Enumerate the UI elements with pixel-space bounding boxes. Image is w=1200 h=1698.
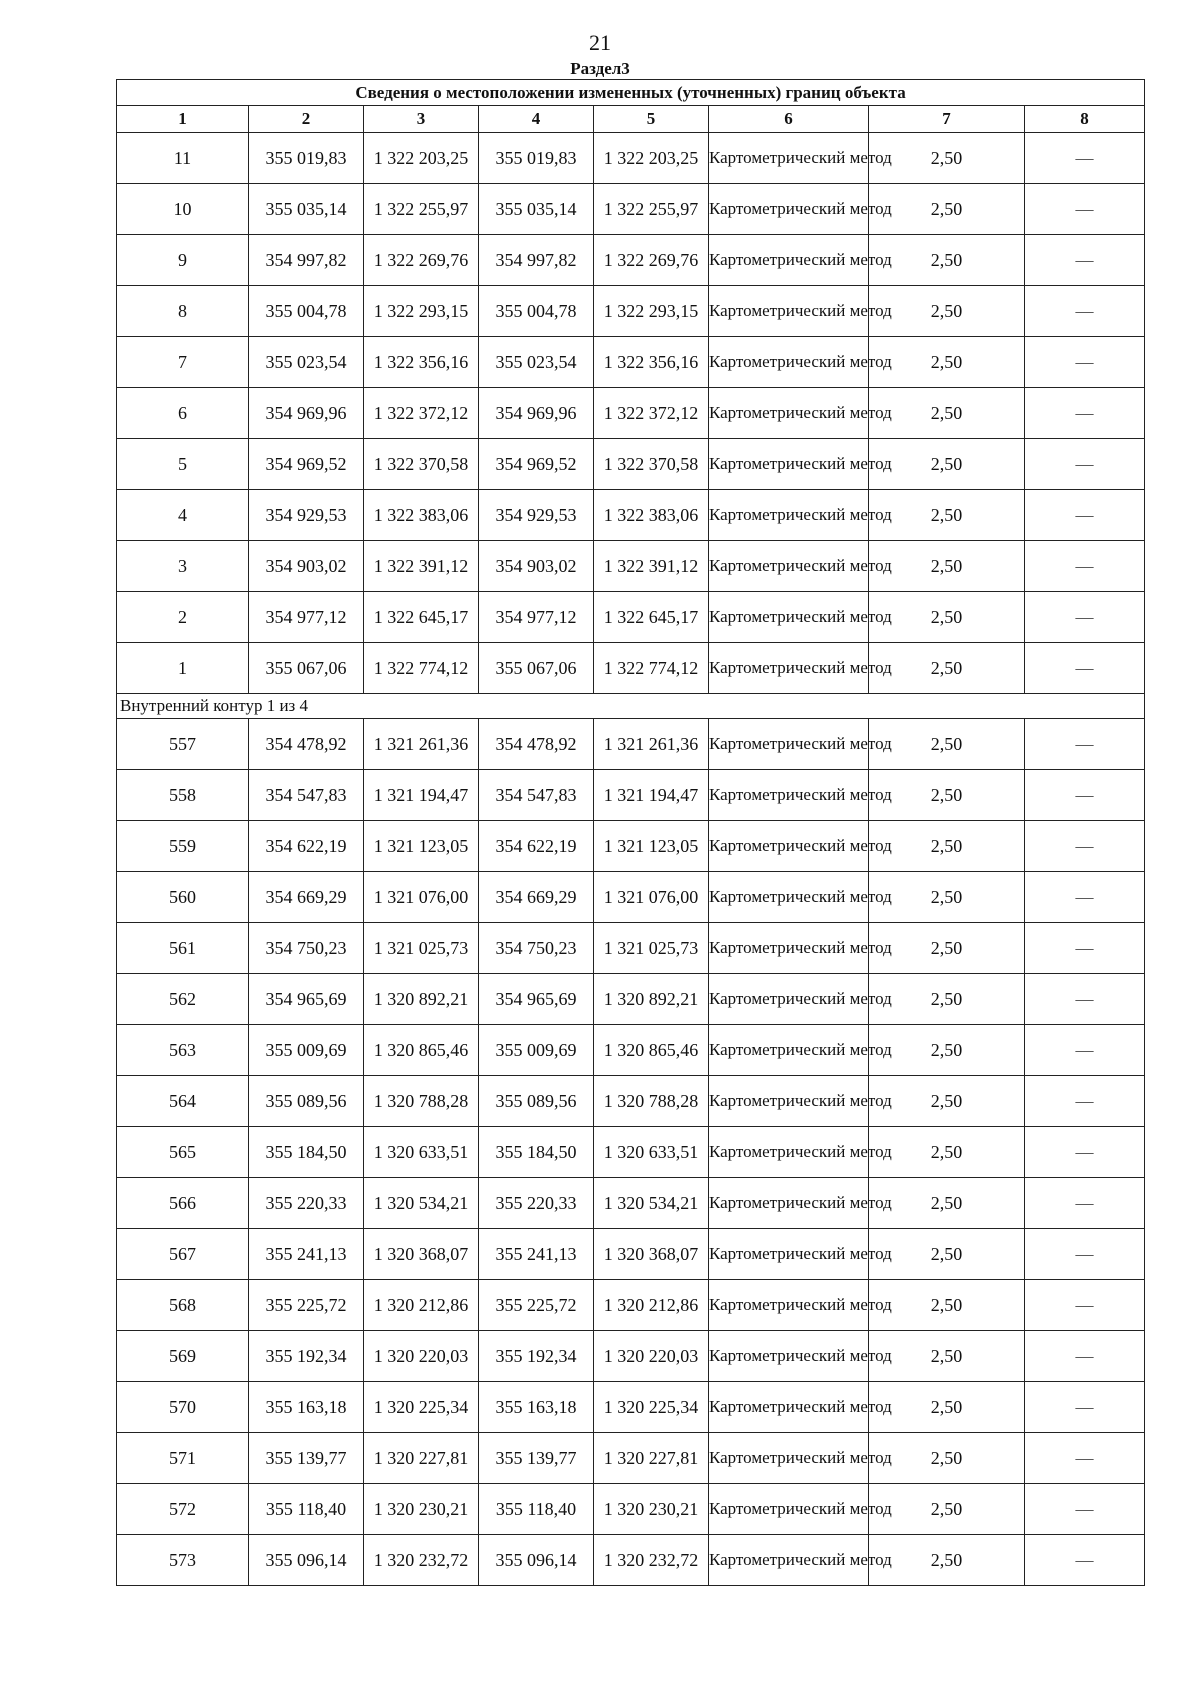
cell-y-new: 1 320 534,21	[594, 1178, 709, 1229]
cell-method: Картометрический метод	[709, 1076, 869, 1127]
cell-y-new: 1 321 194,47	[594, 770, 709, 821]
column-number: 7	[869, 106, 1025, 133]
cell-y-new: 1 321 025,73	[594, 923, 709, 974]
table-row	[117, 1076, 1145, 1127]
cell-x-old: 355 241,13	[249, 1229, 364, 1280]
cell-y-old: 1 320 534,21	[364, 1178, 479, 1229]
cell-point-number: 572	[117, 1484, 249, 1535]
page-number: 21	[589, 30, 611, 55]
cell-method: Картометрический метод	[709, 1229, 869, 1280]
cell-y-new: 1 322 293,15	[594, 286, 709, 337]
cell-y-old: 1 320 788,28	[364, 1076, 479, 1127]
cell-x-old: 355 096,14	[249, 1535, 364, 1586]
cell-x-old: 355 220,33	[249, 1178, 364, 1229]
cell-x-new: 354 669,29	[479, 872, 594, 923]
cell-point-number: 568	[117, 1280, 249, 1331]
column-number: 1	[117, 106, 249, 133]
table-row	[117, 1229, 1145, 1280]
cell-y-old: 1 322 356,16	[364, 337, 479, 388]
cell-method: Картометрический метод	[709, 133, 869, 184]
cell-description: —	[1025, 1280, 1145, 1331]
table-row	[117, 1178, 1145, 1229]
contour-label: Внутренний контур 1 из 4	[117, 694, 1145, 719]
cell-description: —	[1025, 439, 1145, 490]
cell-method: Картометрический метод	[709, 872, 869, 923]
column-number: 6	[709, 106, 869, 133]
cell-accuracy: 2,50	[869, 1382, 1025, 1433]
cell-accuracy: 2,50	[869, 1127, 1025, 1178]
cell-x-old: 354 903,02	[249, 541, 364, 592]
cell-x-old: 355 163,18	[249, 1382, 364, 1433]
cell-description: —	[1025, 872, 1145, 923]
table-row	[117, 643, 1145, 694]
cell-x-old: 354 622,19	[249, 821, 364, 872]
cell-y-old: 1 320 227,81	[364, 1433, 479, 1484]
cell-x-new: 355 096,14	[479, 1535, 594, 1586]
cell-x-old: 354 965,69	[249, 974, 364, 1025]
cell-accuracy: 2,50	[869, 872, 1025, 923]
cell-description: —	[1025, 286, 1145, 337]
cell-point-number: 566	[117, 1178, 249, 1229]
cell-y-new: 1 320 633,51	[594, 1127, 709, 1178]
cell-description: —	[1025, 337, 1145, 388]
cell-x-old: 354 969,96	[249, 388, 364, 439]
cell-x-old: 355 118,40	[249, 1484, 364, 1535]
table-row	[117, 974, 1145, 1025]
table-row	[117, 133, 1145, 184]
cell-y-new: 1 322 203,25	[594, 133, 709, 184]
cell-x-old: 354 750,23	[249, 923, 364, 974]
cell-point-number: 560	[117, 872, 249, 923]
cell-x-new: 355 035,14	[479, 184, 594, 235]
cell-y-new: 1 321 261,36	[594, 719, 709, 770]
cell-y-old: 1 322 203,25	[364, 133, 479, 184]
cell-point-number: 571	[117, 1433, 249, 1484]
cell-accuracy: 2,50	[869, 1331, 1025, 1382]
table-row	[117, 719, 1145, 770]
cell-x-new: 355 241,13	[479, 1229, 594, 1280]
cell-accuracy: 2,50	[869, 388, 1025, 439]
table-row	[117, 1382, 1145, 1433]
cell-accuracy: 2,50	[869, 1025, 1025, 1076]
cell-accuracy: 2,50	[869, 1484, 1025, 1535]
cell-point-number: 2	[117, 592, 249, 643]
cell-description: —	[1025, 388, 1145, 439]
cell-method: Картометрический метод	[709, 592, 869, 643]
cell-method: Картометрический метод	[709, 1025, 869, 1076]
cell-x-old: 354 478,92	[249, 719, 364, 770]
cell-accuracy: 2,50	[869, 184, 1025, 235]
cell-point-number: 569	[117, 1331, 249, 1382]
cell-y-new: 1 322 383,06	[594, 490, 709, 541]
cell-x-old: 355 019,83	[249, 133, 364, 184]
cell-y-new: 1 322 356,16	[594, 337, 709, 388]
cell-point-number: 10	[117, 184, 249, 235]
cell-accuracy: 2,50	[869, 1229, 1025, 1280]
table-caption-row	[117, 80, 1145, 106]
cell-method: Картометрический метод	[709, 643, 869, 694]
cell-point-number: 11	[117, 133, 249, 184]
cell-description: —	[1025, 1178, 1145, 1229]
cell-y-new: 1 321 123,05	[594, 821, 709, 872]
cell-y-new: 1 320 230,21	[594, 1484, 709, 1535]
cell-point-number: 573	[117, 1535, 249, 1586]
table-row	[117, 1535, 1145, 1586]
cell-description: —	[1025, 770, 1145, 821]
table-row	[117, 439, 1145, 490]
cell-y-old: 1 321 025,73	[364, 923, 479, 974]
cell-method: Картометрический метод	[709, 490, 869, 541]
cell-description: —	[1025, 541, 1145, 592]
cell-method: Картометрический метод	[709, 388, 869, 439]
cell-y-old: 1 321 261,36	[364, 719, 479, 770]
cell-y-new: 1 320 865,46	[594, 1025, 709, 1076]
table-row	[117, 388, 1145, 439]
cell-description: —	[1025, 1229, 1145, 1280]
cell-point-number: 561	[117, 923, 249, 974]
cell-x-new: 354 903,02	[479, 541, 594, 592]
cell-accuracy: 2,50	[869, 541, 1025, 592]
cell-x-old: 354 969,52	[249, 439, 364, 490]
column-number: 5	[594, 106, 709, 133]
cell-method: Картометрический метод	[709, 1382, 869, 1433]
cell-description: —	[1025, 1331, 1145, 1382]
cell-x-new: 355 220,33	[479, 1178, 594, 1229]
cell-y-new: 1 322 391,12	[594, 541, 709, 592]
column-number: 3	[364, 106, 479, 133]
cell-point-number: 4	[117, 490, 249, 541]
cell-y-old: 1 321 194,47	[364, 770, 479, 821]
cell-x-new: 354 965,69	[479, 974, 594, 1025]
cell-x-old: 355 023,54	[249, 337, 364, 388]
cell-x-old: 355 192,34	[249, 1331, 364, 1382]
cell-method: Картометрический метод	[709, 1433, 869, 1484]
table-row	[117, 286, 1145, 337]
cell-x-new: 354 478,92	[479, 719, 594, 770]
cell-description: —	[1025, 1025, 1145, 1076]
table-row	[117, 770, 1145, 821]
column-number-row	[117, 106, 1145, 133]
cell-method: Картометрический метод	[709, 719, 869, 770]
cell-x-old: 355 067,06	[249, 643, 364, 694]
cell-accuracy: 2,50	[869, 592, 1025, 643]
cell-y-old: 1 321 123,05	[364, 821, 479, 872]
section-title: Раздел3	[570, 59, 630, 78]
cell-description: —	[1025, 1535, 1145, 1586]
cell-x-new: 355 004,78	[479, 286, 594, 337]
table-row	[117, 592, 1145, 643]
cell-accuracy: 2,50	[869, 1433, 1025, 1484]
cell-y-old: 1 320 892,21	[364, 974, 479, 1025]
cell-method: Картометрический метод	[709, 1178, 869, 1229]
cell-description: —	[1025, 1484, 1145, 1535]
cell-description: —	[1025, 184, 1145, 235]
cell-point-number: 557	[117, 719, 249, 770]
cell-y-old: 1 322 774,12	[364, 643, 479, 694]
cell-x-new: 355 019,83	[479, 133, 594, 184]
cell-y-old: 1 320 212,86	[364, 1280, 479, 1331]
cell-x-new: 354 997,82	[479, 235, 594, 286]
coordinates-table	[116, 79, 1145, 1586]
table-row	[117, 490, 1145, 541]
cell-method: Картометрический метод	[709, 1127, 869, 1178]
cell-x-new: 354 750,23	[479, 923, 594, 974]
cell-x-old: 354 977,12	[249, 592, 364, 643]
table-row	[117, 541, 1145, 592]
cell-description: —	[1025, 490, 1145, 541]
cell-point-number: 562	[117, 974, 249, 1025]
cell-x-new: 354 929,53	[479, 490, 594, 541]
cell-description: —	[1025, 974, 1145, 1025]
cell-accuracy: 2,50	[869, 974, 1025, 1025]
table-caption: Сведения о местоположении измененных (уточненных) границ объекта	[117, 80, 1145, 106]
cell-point-number: 5	[117, 439, 249, 490]
column-number: 8	[1025, 106, 1145, 133]
cell-y-old: 1 320 368,07	[364, 1229, 479, 1280]
cell-point-number: 8	[117, 286, 249, 337]
cell-method: Картометрический метод	[709, 770, 869, 821]
cell-y-old: 1 320 633,51	[364, 1127, 479, 1178]
table-row	[117, 235, 1145, 286]
cell-point-number: 7	[117, 337, 249, 388]
cell-y-old: 1 320 230,21	[364, 1484, 479, 1535]
cell-x-old: 355 035,14	[249, 184, 364, 235]
cell-description: —	[1025, 1433, 1145, 1484]
cell-method: Картометрический метод	[709, 337, 869, 388]
cell-accuracy: 2,50	[869, 719, 1025, 770]
cell-method: Картометрический метод	[709, 286, 869, 337]
cell-x-old: 355 089,56	[249, 1076, 364, 1127]
cell-x-new: 355 009,69	[479, 1025, 594, 1076]
cell-method: Картометрический метод	[709, 923, 869, 974]
cell-point-number: 565	[117, 1127, 249, 1178]
cell-accuracy: 2,50	[869, 821, 1025, 872]
column-number: 2	[249, 106, 364, 133]
cell-x-old: 354 547,83	[249, 770, 364, 821]
cell-x-new: 355 184,50	[479, 1127, 594, 1178]
cell-y-new: 1 320 220,03	[594, 1331, 709, 1382]
cell-accuracy: 2,50	[869, 1535, 1025, 1586]
cell-point-number: 1	[117, 643, 249, 694]
cell-point-number: 9	[117, 235, 249, 286]
cell-y-old: 1 322 372,12	[364, 388, 479, 439]
cell-point-number: 558	[117, 770, 249, 821]
cell-point-number: 6	[117, 388, 249, 439]
cell-x-old: 355 139,77	[249, 1433, 364, 1484]
cell-x-new: 355 118,40	[479, 1484, 594, 1535]
cell-point-number: 570	[117, 1382, 249, 1433]
table-row	[117, 1025, 1145, 1076]
cell-accuracy: 2,50	[869, 490, 1025, 541]
cell-y-new: 1 320 225,34	[594, 1382, 709, 1433]
cell-x-new: 354 977,12	[479, 592, 594, 643]
table-row	[117, 1280, 1145, 1331]
cell-description: —	[1025, 1382, 1145, 1433]
cell-description: —	[1025, 133, 1145, 184]
cell-x-old: 354 997,82	[249, 235, 364, 286]
cell-y-new: 1 320 227,81	[594, 1433, 709, 1484]
cell-x-old: 354 669,29	[249, 872, 364, 923]
cell-y-new: 1 322 372,12	[594, 388, 709, 439]
cell-y-new: 1 322 370,58	[594, 439, 709, 490]
cell-y-old: 1 320 225,34	[364, 1382, 479, 1433]
cell-point-number: 564	[117, 1076, 249, 1127]
cell-x-old: 355 225,72	[249, 1280, 364, 1331]
cell-method: Картометрический метод	[709, 439, 869, 490]
cell-method: Картометрический метод	[709, 1484, 869, 1535]
cell-accuracy: 2,50	[869, 923, 1025, 974]
cell-method: Картометрический метод	[709, 821, 869, 872]
table-row	[117, 184, 1145, 235]
table-body-outer-contour	[117, 133, 1145, 694]
cell-method: Картометрический метод	[709, 541, 869, 592]
cell-description: —	[1025, 1127, 1145, 1178]
cell-x-old: 355 004,78	[249, 286, 364, 337]
cell-point-number: 567	[117, 1229, 249, 1280]
cell-y-old: 1 322 391,12	[364, 541, 479, 592]
cell-y-old: 1 320 865,46	[364, 1025, 479, 1076]
cell-description: —	[1025, 923, 1145, 974]
table-row	[117, 1433, 1145, 1484]
cell-y-new: 1 322 255,97	[594, 184, 709, 235]
cell-description: —	[1025, 821, 1145, 872]
cell-method: Картометрический метод	[709, 1535, 869, 1586]
cell-y-old: 1 322 645,17	[364, 592, 479, 643]
cell-y-new: 1 320 232,72	[594, 1535, 709, 1586]
cell-y-new: 1 320 368,07	[594, 1229, 709, 1280]
cell-description: —	[1025, 1076, 1145, 1127]
cell-method: Картометрический метод	[709, 1331, 869, 1382]
cell-x-new: 355 225,72	[479, 1280, 594, 1331]
cell-x-new: 354 969,96	[479, 388, 594, 439]
cell-y-new: 1 322 774,12	[594, 643, 709, 694]
table-row	[117, 821, 1145, 872]
cell-description: —	[1025, 643, 1145, 694]
cell-method: Картометрический метод	[709, 235, 869, 286]
cell-y-old: 1 322 383,06	[364, 490, 479, 541]
cell-x-new: 354 547,83	[479, 770, 594, 821]
cell-method: Картометрический метод	[709, 974, 869, 1025]
cell-method: Картометрический метод	[709, 1280, 869, 1331]
cell-point-number: 559	[117, 821, 249, 872]
cell-y-old: 1 322 269,76	[364, 235, 479, 286]
cell-y-old: 1 322 370,58	[364, 439, 479, 490]
cell-y-new: 1 320 788,28	[594, 1076, 709, 1127]
cell-point-number: 3	[117, 541, 249, 592]
cell-accuracy: 2,50	[869, 133, 1025, 184]
cell-y-new: 1 320 212,86	[594, 1280, 709, 1331]
cell-y-old: 1 321 076,00	[364, 872, 479, 923]
cell-accuracy: 2,50	[869, 1280, 1025, 1331]
table-row	[117, 337, 1145, 388]
table-row	[117, 923, 1145, 974]
cell-accuracy: 2,50	[869, 1076, 1025, 1127]
cell-x-new: 354 622,19	[479, 821, 594, 872]
cell-accuracy: 2,50	[869, 770, 1025, 821]
cell-description: —	[1025, 719, 1145, 770]
cell-y-new: 1 321 076,00	[594, 872, 709, 923]
cell-y-old: 1 322 293,15	[364, 286, 479, 337]
cell-y-old: 1 320 220,03	[364, 1331, 479, 1382]
table-body-inner-contour	[117, 719, 1145, 1586]
cell-point-number: 563	[117, 1025, 249, 1076]
cell-accuracy: 2,50	[869, 235, 1025, 286]
table-row	[117, 1331, 1145, 1382]
cell-y-new: 1 320 892,21	[594, 974, 709, 1025]
cell-accuracy: 2,50	[869, 439, 1025, 490]
cell-x-new: 355 163,18	[479, 1382, 594, 1433]
cell-accuracy: 2,50	[869, 337, 1025, 388]
cell-description: —	[1025, 235, 1145, 286]
cell-y-new: 1 322 269,76	[594, 235, 709, 286]
cell-y-old: 1 320 232,72	[364, 1535, 479, 1586]
cell-x-new: 355 089,56	[479, 1076, 594, 1127]
table-row	[117, 872, 1145, 923]
cell-x-new: 355 139,77	[479, 1433, 594, 1484]
cell-y-new: 1 322 645,17	[594, 592, 709, 643]
cell-accuracy: 2,50	[869, 1178, 1025, 1229]
cell-x-new: 355 067,06	[479, 643, 594, 694]
column-number: 4	[479, 106, 594, 133]
cell-y-old: 1 322 255,97	[364, 184, 479, 235]
cell-x-new: 354 969,52	[479, 439, 594, 490]
contour-separator	[117, 694, 1145, 719]
cell-x-new: 355 192,34	[479, 1331, 594, 1382]
cell-x-old: 355 184,50	[249, 1127, 364, 1178]
contour-label-row	[117, 694, 1145, 719]
table-row	[117, 1127, 1145, 1178]
table-row	[117, 1484, 1145, 1535]
cell-x-new: 355 023,54	[479, 337, 594, 388]
cell-x-old: 355 009,69	[249, 1025, 364, 1076]
cell-method: Картометрический метод	[709, 184, 869, 235]
cell-x-old: 354 929,53	[249, 490, 364, 541]
cell-accuracy: 2,50	[869, 643, 1025, 694]
cell-accuracy: 2,50	[869, 286, 1025, 337]
cell-description: —	[1025, 592, 1145, 643]
